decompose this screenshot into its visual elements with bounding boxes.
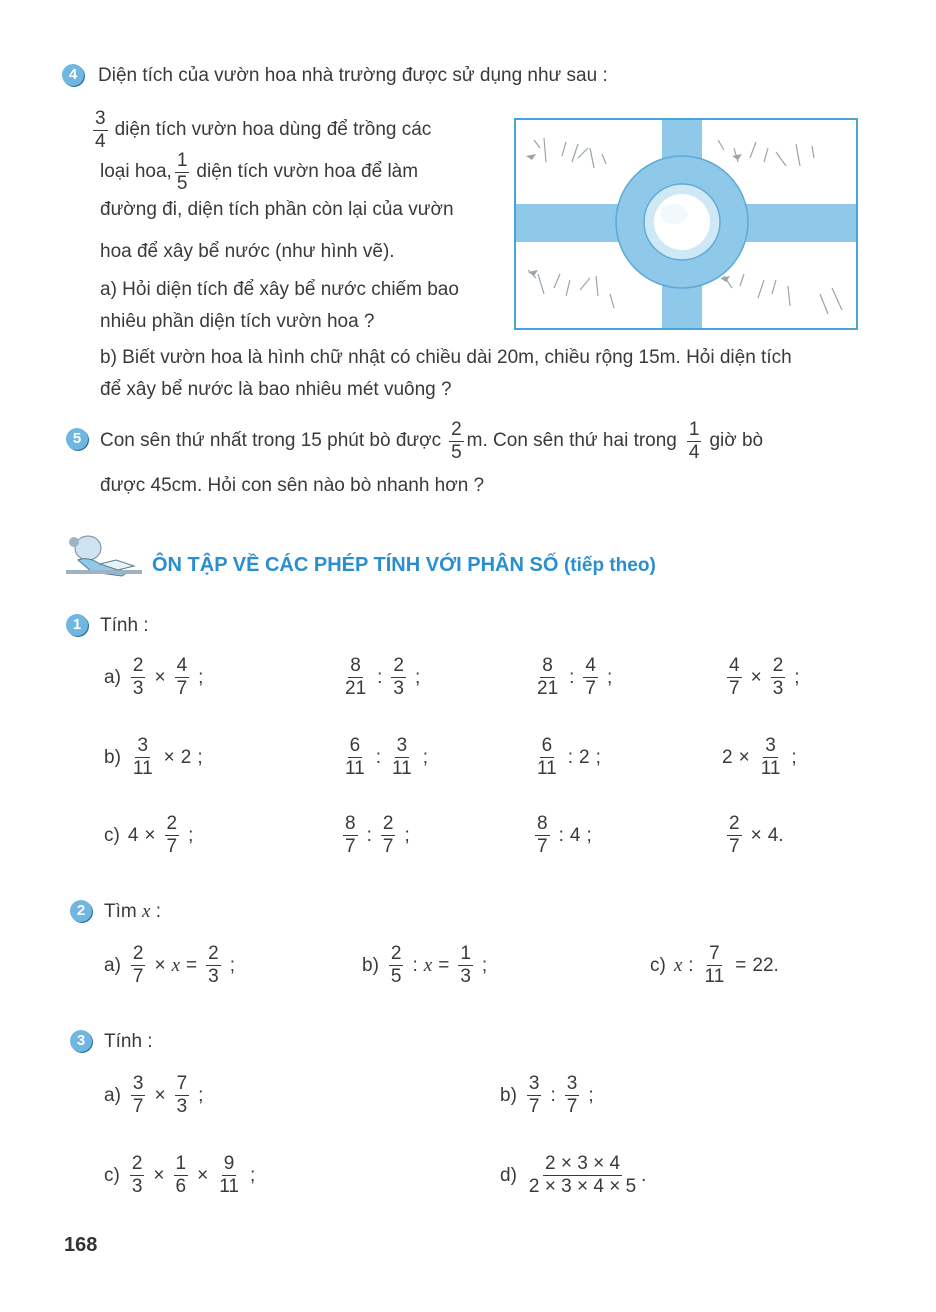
exercise-4-line-1: $\frac{3}{4}$ diện tích vườn hoa dùng để trồng các (95, 107, 432, 152)
exercise-5-line-1: Con sên thứ nhất trong 15 phút bò được $\frac{2}{5}$ m. Con sên thứ hai trong $\frac{1}{4}$ giờ bò (100, 418, 764, 463)
exercise-5-line-2: được 45cm. Hỏi con sên nào bò nhanh hơn ? (100, 475, 485, 496)
p1-c-4: $\frac{2}{7}$ × 4 . (729, 813, 784, 857)
exercise-4-badge: 4 (62, 64, 84, 86)
fraction: $\frac{3}{4}$ (95, 107, 106, 152)
problem-1-label: Tính : (100, 615, 149, 636)
p2-c: c) x : $\frac{7}{11}$ = 22. (650, 943, 779, 987)
exercise-4-line-4: hoa để xây bể nước (như hình vẽ). (100, 241, 395, 262)
exercise-4-question-b-2: để xây bể nước là bao nhiêu mét vuông ? (100, 379, 452, 400)
problem-2-label: Tìm x : (104, 901, 161, 922)
p3-b: b) $\frac{3}{7}$ : $\frac{3}{7}$ ; (500, 1073, 594, 1117)
p2-a: a) $\frac{2}{7}$ × x = $\frac{2}{3}$ ; (104, 943, 235, 987)
problem-2-badge: 2 (70, 900, 92, 922)
exercise-4-question-b-1: b) Biết vườn hoa là hình chữ nhật có chiều dài 20m, chiều rộng 15m. Hỏi diện tích (100, 347, 792, 368)
problem-3-label: Tính : (104, 1031, 153, 1052)
exercise-4-intro: Diện tích của vườn hoa nhà trường được sử dụng như sau : (98, 65, 608, 86)
fraction: $\frac{1}{4}$ (688, 418, 700, 463)
p1-a-4: $\frac{4}{7}$ × $\frac{2}{3}$ ; (729, 655, 800, 699)
exercise-4-line-3: đường đi, diện tích phần còn lại của vườn (100, 199, 454, 220)
p1-b-1: b) $\frac{3}{11}$ × 2 ; (104, 735, 203, 779)
garden-illustration (514, 118, 858, 330)
exercise-4-question-a-1: a) Hỏi diện tích để xây bể nước chiếm bao (100, 279, 459, 300)
p1-b-2: $\frac{6}{11}$ : $\frac{3}{11}$ ; (345, 735, 429, 779)
p1-c-3: $\frac{8}{7}$ : 4 ; (537, 813, 592, 857)
exercise-5-badge: 5 (66, 428, 88, 450)
problem-3-badge: 3 (70, 1030, 92, 1052)
reading-girl-icon (60, 530, 146, 582)
exercise-4-question-a-2: nhiêu phần diện tích vườn hoa ? (100, 311, 375, 332)
p1-b-3: $\frac{6}{11}$ : 2 ; (537, 735, 601, 779)
p1-b-4: 2 × $\frac{3}{11}$ ; (722, 735, 797, 779)
section-title: ÔN TẬP VỀ CÁC PHÉP TÍNH VỚI PHÂN SỐ (tiếp theo) (152, 554, 656, 576)
fraction: $\frac{1}{5}$ (176, 149, 188, 194)
p1-a-2: $\frac{8}{21}$ : $\frac{2}{3}$ ; (345, 655, 421, 699)
fraction: $\frac{2}{5}$ (451, 418, 462, 463)
problem-1-badge: 1 (66, 614, 88, 636)
p1-c-1: c) 4 × $\frac{2}{7}$ ; (104, 813, 194, 857)
exercise-4-line-2: loại hoa, $\frac{1}{5}$ diện tích vườn hoa để làm (100, 149, 419, 194)
p3-c: c) $\frac{2}{3}$ × $\frac{1}{6}$ × $\frac{9}{11}$ ; (104, 1153, 256, 1197)
p2-b: b) $\frac{2}{5}$ : x = $\frac{1}{3}$ ; (362, 943, 488, 987)
p1-a-3: $\frac{8}{21}$ : $\frac{4}{7}$ ; (537, 655, 613, 699)
p3-d: d) $\frac{2 \times 3 \times 4}{2 \times 3 \times 4 \times 5}$ . (500, 1153, 647, 1197)
p1-a-1: a) $\frac{2}{3}$ × $\frac{4}{7}$ ; (104, 655, 204, 699)
page-number: 168 (64, 1234, 98, 1256)
p1-c-2: $\frac{8}{7}$ : $\frac{2}{7}$ ; (345, 813, 410, 857)
p3-a: a) $\frac{3}{7}$ × $\frac{7}{3}$ ; (104, 1073, 204, 1117)
